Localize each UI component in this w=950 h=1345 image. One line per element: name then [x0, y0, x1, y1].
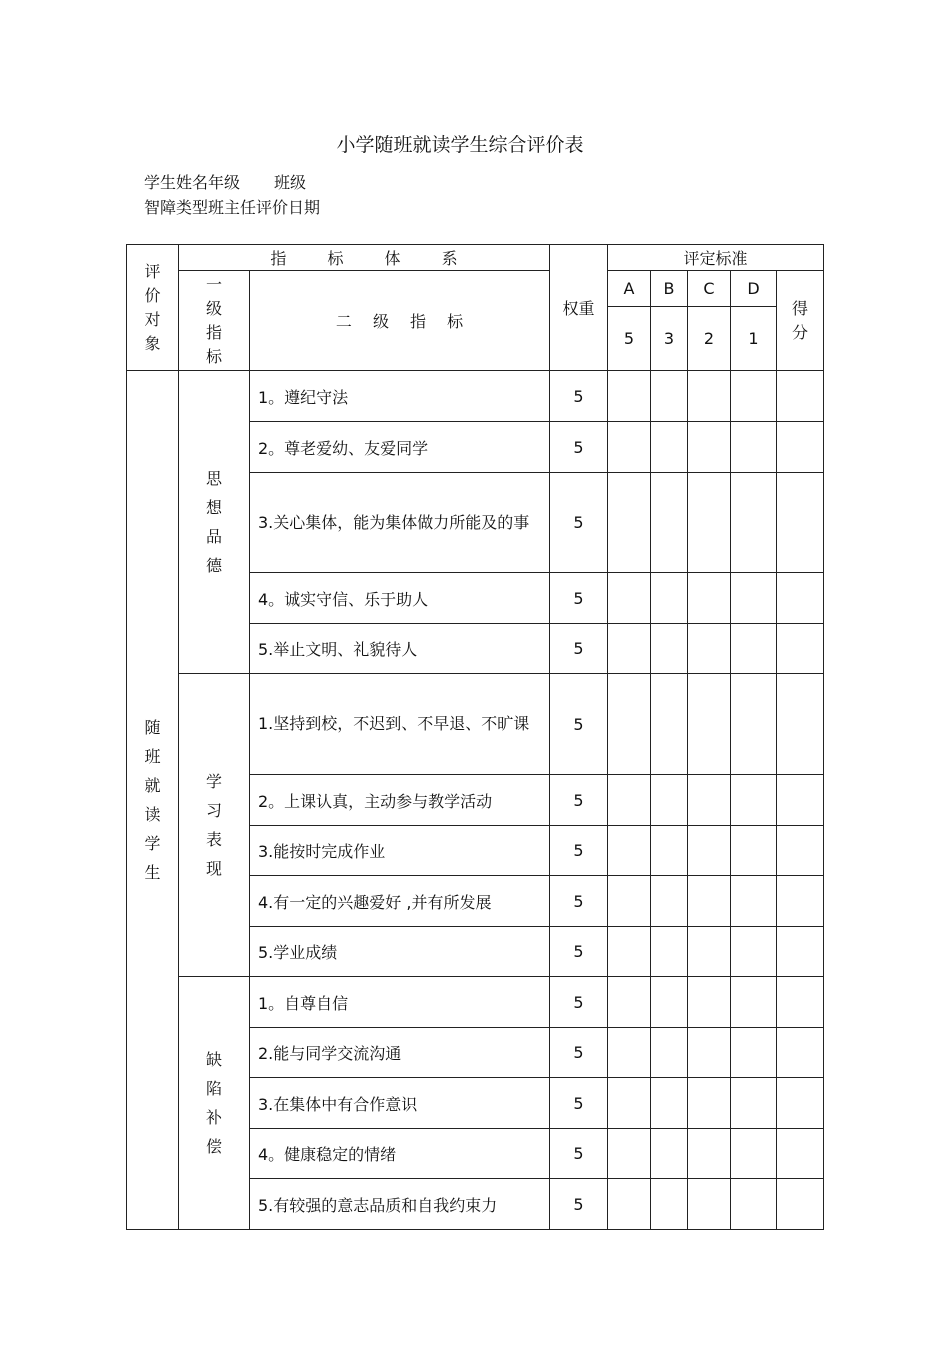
- header-level2: 二 级 指 标: [250, 271, 550, 371]
- score-cell-b[interactable]: [651, 876, 688, 927]
- header-weight: 权重: [550, 245, 608, 371]
- score-cell-total[interactable]: [777, 826, 824, 876]
- grade-b: B: [651, 271, 688, 307]
- score-cell-a[interactable]: [608, 977, 651, 1028]
- score-cell-b[interactable]: [651, 573, 688, 624]
- indicator-item: 5.学业成绩: [250, 927, 550, 977]
- score-cell-d[interactable]: [731, 775, 777, 826]
- score-cell-a[interactable]: [608, 775, 651, 826]
- score-cell-a[interactable]: [608, 624, 651, 674]
- indicator-item: 4。健康稳定的情绪: [250, 1129, 550, 1179]
- indicator-item: 5.举止文明、礼貌待人: [250, 624, 550, 674]
- score-cell-b[interactable]: [651, 674, 688, 775]
- grade-a-points: 5: [608, 307, 651, 371]
- score-cell-a[interactable]: [608, 473, 651, 573]
- grade-d: D: [731, 271, 777, 307]
- score-cell-d[interactable]: [731, 1078, 777, 1129]
- score-cell-a[interactable]: [608, 876, 651, 927]
- header-standard: 评定标准: [608, 245, 824, 271]
- score-cell-total[interactable]: [777, 624, 824, 674]
- student-name-grade-label: 学生姓名年级: [144, 173, 241, 192]
- score-cell-d[interactable]: [731, 674, 777, 775]
- score-cell-a[interactable]: [608, 927, 651, 977]
- score-cell-a[interactable]: [608, 371, 651, 422]
- score-cell-b[interactable]: [651, 977, 688, 1028]
- indicator-item: 4.有一定的兴趣爱好 ,并有所发展: [250, 876, 550, 927]
- score-cell-c[interactable]: [688, 826, 731, 876]
- weight-value: 5: [550, 1129, 608, 1179]
- score-cell-d[interactable]: [731, 927, 777, 977]
- class-label: 班级: [274, 173, 307, 192]
- score-cell-total[interactable]: [777, 1028, 824, 1078]
- score-cell-c[interactable]: [688, 775, 731, 826]
- score-cell-a[interactable]: [608, 422, 651, 473]
- evaluation-table: [126, 244, 824, 1230]
- header-level1: 一 级 指 标: [179, 271, 250, 371]
- score-cell-b[interactable]: [651, 473, 688, 573]
- table-row: [127, 674, 824, 775]
- indicator-item: 5.有较强的意志品质和自我约束力: [250, 1179, 550, 1230]
- score-cell-b[interactable]: [651, 826, 688, 876]
- weight-value: 5: [550, 371, 608, 422]
- table-row: [127, 371, 824, 422]
- indicator-item: 3.在集体中有合作意识: [250, 1078, 550, 1129]
- level1-compensation: 缺 陷 补 偿: [179, 977, 250, 1230]
- weight-value: 5: [550, 1028, 608, 1078]
- score-cell-total[interactable]: [777, 977, 824, 1028]
- score-cell-d[interactable]: [731, 422, 777, 473]
- header-indicator-system: 指 标 体 系: [179, 245, 550, 271]
- indicator-item: 2.能与同学交流沟通: [250, 1028, 550, 1078]
- score-cell-c[interactable]: [688, 1179, 731, 1230]
- score-cell-d[interactable]: [731, 1129, 777, 1179]
- weight-value: 5: [550, 775, 608, 826]
- indicator-item: 3.关心集体，能为集体做力所能及的事: [250, 473, 550, 573]
- score-cell-a[interactable]: [608, 674, 651, 775]
- score-cell-a[interactable]: [608, 1129, 651, 1179]
- score-cell-d[interactable]: [731, 1179, 777, 1230]
- indicator-item: 2。上课认真，主动参与教学活动: [250, 775, 550, 826]
- weight-value: 5: [550, 977, 608, 1028]
- indicator-item: 2。尊老爱幼、友爱同学: [250, 422, 550, 473]
- score-cell-c[interactable]: [688, 876, 731, 927]
- table-row: [127, 977, 824, 1028]
- score-cell-total[interactable]: [777, 371, 824, 422]
- score-cell-c[interactable]: [688, 927, 731, 977]
- score-cell-a[interactable]: [608, 1179, 651, 1230]
- indicator-item: 1.坚持到校，不迟到、不早退、不旷课: [250, 674, 550, 775]
- score-cell-c[interactable]: [688, 1028, 731, 1078]
- score-cell-b[interactable]: [651, 624, 688, 674]
- score-cell-b[interactable]: [651, 927, 688, 977]
- indicator-item: 1。遵纪守法: [250, 371, 550, 422]
- score-cell-d[interactable]: [731, 876, 777, 927]
- grade-d-points: 1: [731, 307, 777, 371]
- grade-b-points: 3: [651, 307, 688, 371]
- weight-value: 5: [550, 826, 608, 876]
- info-line-2: 智障类型班主任评价日期: [144, 198, 321, 217]
- score-cell-c[interactable]: [688, 573, 731, 624]
- score-cell-a[interactable]: [608, 826, 651, 876]
- score-cell-d[interactable]: [731, 826, 777, 876]
- score-cell-total[interactable]: [777, 876, 824, 927]
- score-cell-c[interactable]: [688, 1078, 731, 1129]
- grade-c-points: 2: [688, 307, 731, 371]
- score-cell-c[interactable]: [688, 422, 731, 473]
- score-cell-total[interactable]: [777, 422, 824, 473]
- score-cell-a[interactable]: [608, 573, 651, 624]
- header-object: 评 价 对 象: [127, 245, 179, 371]
- score-cell-total[interactable]: [777, 1078, 824, 1129]
- score-cell-c[interactable]: [688, 977, 731, 1028]
- indicator-item: 3.能按时完成作业: [250, 826, 550, 876]
- score-cell-c[interactable]: [688, 1129, 731, 1179]
- score-cell-a[interactable]: [608, 1028, 651, 1078]
- score-cell-total[interactable]: [777, 573, 824, 624]
- weight-value: 5: [550, 876, 608, 927]
- level1-learning: 学 习 表 现: [179, 674, 250, 977]
- weight-value: 5: [550, 422, 608, 473]
- evaluation-object: 随 班 就 读 学 生: [127, 371, 179, 1230]
- score-cell-b[interactable]: [651, 1129, 688, 1179]
- score-cell-d[interactable]: [731, 371, 777, 422]
- grade-a: A: [608, 271, 651, 307]
- score-cell-total[interactable]: [777, 927, 824, 977]
- score-cell-b[interactable]: [651, 1179, 688, 1230]
- indicator-item: 1。自尊自信: [250, 977, 550, 1028]
- score-cell-d[interactable]: [731, 573, 777, 624]
- score-cell-c[interactable]: [688, 371, 731, 422]
- score-cell-b[interactable]: [651, 1078, 688, 1129]
- grade-c: C: [688, 271, 731, 307]
- weight-value: 5: [550, 473, 608, 573]
- score-cell-total[interactable]: [777, 1129, 824, 1179]
- score-cell-b[interactable]: [651, 422, 688, 473]
- score-cell-b[interactable]: [651, 775, 688, 826]
- score-cell-b[interactable]: [651, 1028, 688, 1078]
- score-cell-total[interactable]: [777, 775, 824, 826]
- weight-value: 5: [550, 1179, 608, 1230]
- score-cell-total[interactable]: [777, 473, 824, 573]
- info-line-1: [144, 170, 306, 193]
- weight-value: 5: [550, 573, 608, 624]
- score-cell-total[interactable]: [777, 1179, 824, 1230]
- weight-value: 5: [550, 674, 608, 775]
- score-cell-a[interactable]: [608, 1078, 651, 1129]
- score-cell-b[interactable]: [651, 371, 688, 422]
- indicator-item: 4。诚实守信、乐于助人: [250, 573, 550, 624]
- weight-value: 5: [550, 624, 608, 674]
- weight-value: 5: [550, 1078, 608, 1129]
- weight-value: 5: [550, 927, 608, 977]
- score-cell-c[interactable]: [688, 473, 731, 573]
- level1-ideology: 思 想 品 德: [179, 371, 250, 674]
- header-score: 得 分: [777, 271, 824, 371]
- score-cell-d[interactable]: [731, 624, 777, 674]
- score-cell-total[interactable]: [777, 674, 824, 775]
- score-cell-d[interactable]: [731, 977, 777, 1028]
- score-cell-d[interactable]: [731, 473, 777, 573]
- score-cell-c[interactable]: [688, 624, 731, 674]
- score-cell-d[interactable]: [731, 1028, 777, 1078]
- score-cell-c[interactable]: [688, 674, 731, 775]
- page-title: 小学随班就读学生综合评价表: [336, 134, 584, 156]
